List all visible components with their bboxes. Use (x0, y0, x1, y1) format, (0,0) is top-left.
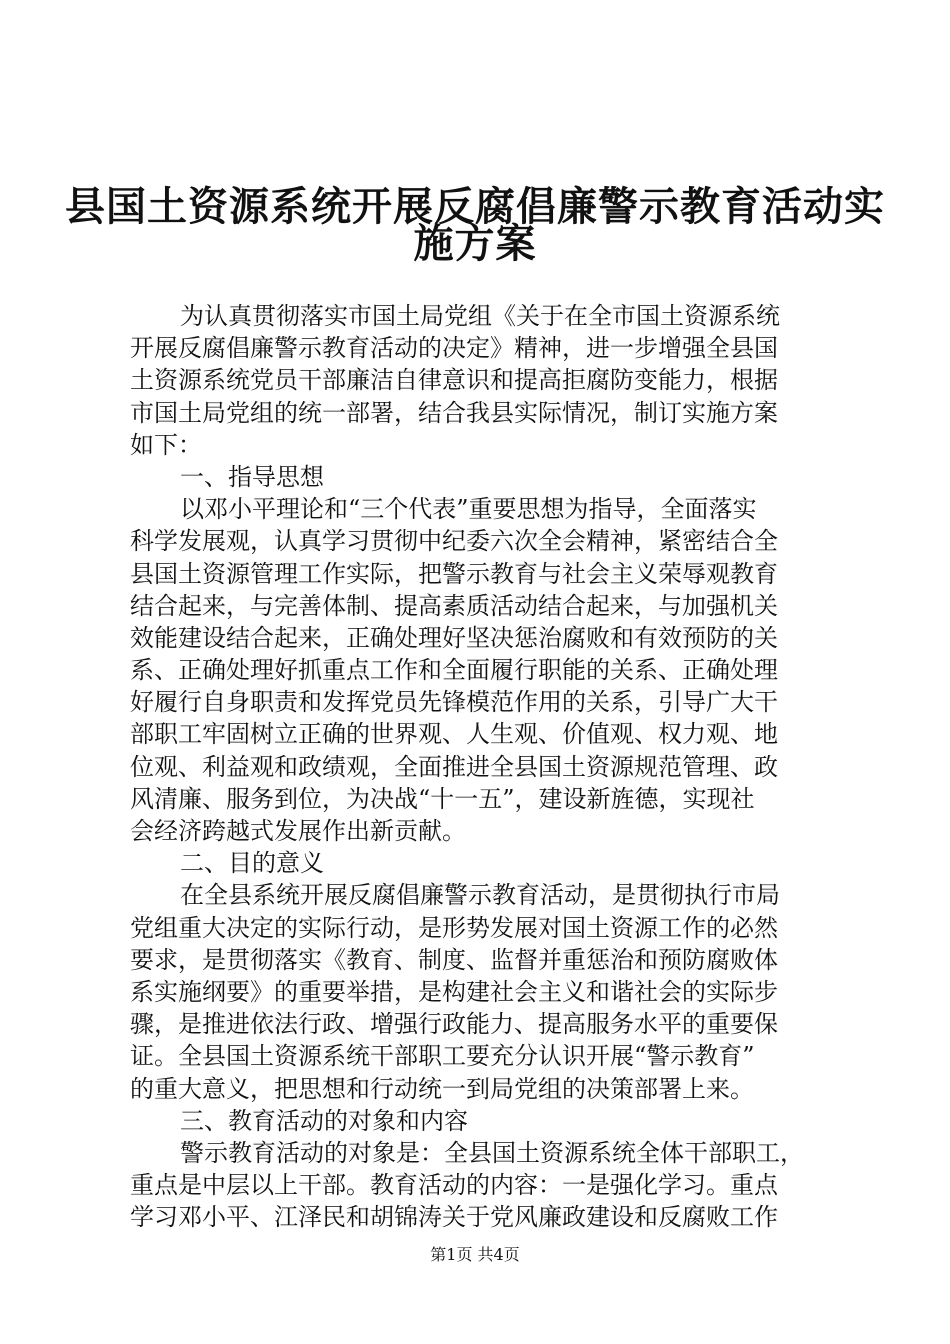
paragraph-line: 市国土局党组的统一部署，结合我县实际情况，制订实施方案 (130, 398, 778, 427)
section-heading: 一、指导思想 (180, 462, 324, 491)
document-body (130, 300, 830, 1233)
paragraph-line: 的重大意义，把思想和行动统一到局党组的决策部署上来。 (130, 1074, 754, 1103)
paragraph-line: 重点是中层以上干部。教育活动的内容：一是强化学习。重点 (130, 1171, 778, 1200)
paragraph-line: 在全县系统开展反腐倡廉警示教育活动，是贯彻执行市局 (180, 881, 780, 910)
paragraph-line: 系、正确处理好抓重点工作和全面履行职能的关系、正确处理 (130, 656, 778, 685)
paragraph-line: 警示教育活动的对象是：全县国土资源系统全体干部职工， (180, 1138, 804, 1167)
paragraph-line: 部职工牢固树立正确的世界观、人生观、价值观、权力观、地 (130, 720, 778, 749)
paragraph-line: 县国土资源管理工作实际，把警示教育与社会主义荣辱观教育 (130, 559, 778, 588)
paragraph-line: 党组重大决定的实际行动，是形势发展对国土资源工作的必然 (130, 913, 778, 942)
paragraph-line: 效能建设结合起来，正确处理好坚决惩治腐败和有效预防的关 (130, 623, 778, 652)
section-heading: 三、教育活动的对象和内容 (180, 1106, 468, 1135)
paragraph-line: 如下： (130, 430, 202, 459)
paragraph-line: 要求，是贯彻落实《教育、制度、监督并重惩治和预防腐败体 (130, 945, 778, 974)
document-title-line-1: 县国土资源系统开展反腐倡廉警示教育活动实 (65, 183, 885, 230)
paragraph-line: 科学发展观，认真学习贯彻中纪委六次全会精神，紧密结合全 (130, 527, 778, 556)
paragraph-line: 好履行自身职责和发挥党员先锋模范作用的关系，引导广大干 (130, 688, 778, 717)
paragraph-line: 土资源系统党员干部廉洁自律意识和提高拒腐防变能力，根据 (130, 366, 778, 395)
paragraph-line: 学习邓小平、江泽民和胡锦涛关于党风廉政建设和反腐败工作 (130, 1203, 778, 1232)
paragraph-line: 骤，是推进依法行政、增强行政能力、提高服务水平的重要保 (130, 1010, 778, 1039)
paragraph-line: 证。全县国土资源系统干部职工要充分认识开展“警示教育” (130, 1042, 755, 1071)
paragraph-line: 以邓小平理论和“三个代表”重要思想为指导，全面落实 (180, 495, 757, 524)
paragraph-line: 开展反腐倡廉警示教育活动的决定》精神，进一步增强全县国 (130, 334, 778, 363)
paragraph-line: 位观、利益观和政绩观，全面推进全县国土资源规范管理、政 (130, 752, 778, 781)
paragraph-line: 结合起来，与完善体制、提高素质活动结合起来，与加强机关 (130, 591, 778, 620)
section-heading: 二、目的意义 (180, 849, 324, 878)
document-title-line-2: 施方案 (413, 220, 537, 267)
paragraph-line: 为认真贯彻落实市国土局党组《关于在全市国土资源系统 (180, 302, 780, 330)
page-footer: 第1页 共4页 (430, 1245, 520, 1264)
paragraph-line: 会经济跨越式发展作出新贡献。 (130, 817, 466, 845)
paragraph-line: 风清廉、服务到位，为决战“十一五”，建设新旌德，实现社 (130, 784, 755, 813)
paragraph-line: 系实施纲要》的重要举措，是构建社会主义和谐社会的实际步 (130, 977, 778, 1006)
